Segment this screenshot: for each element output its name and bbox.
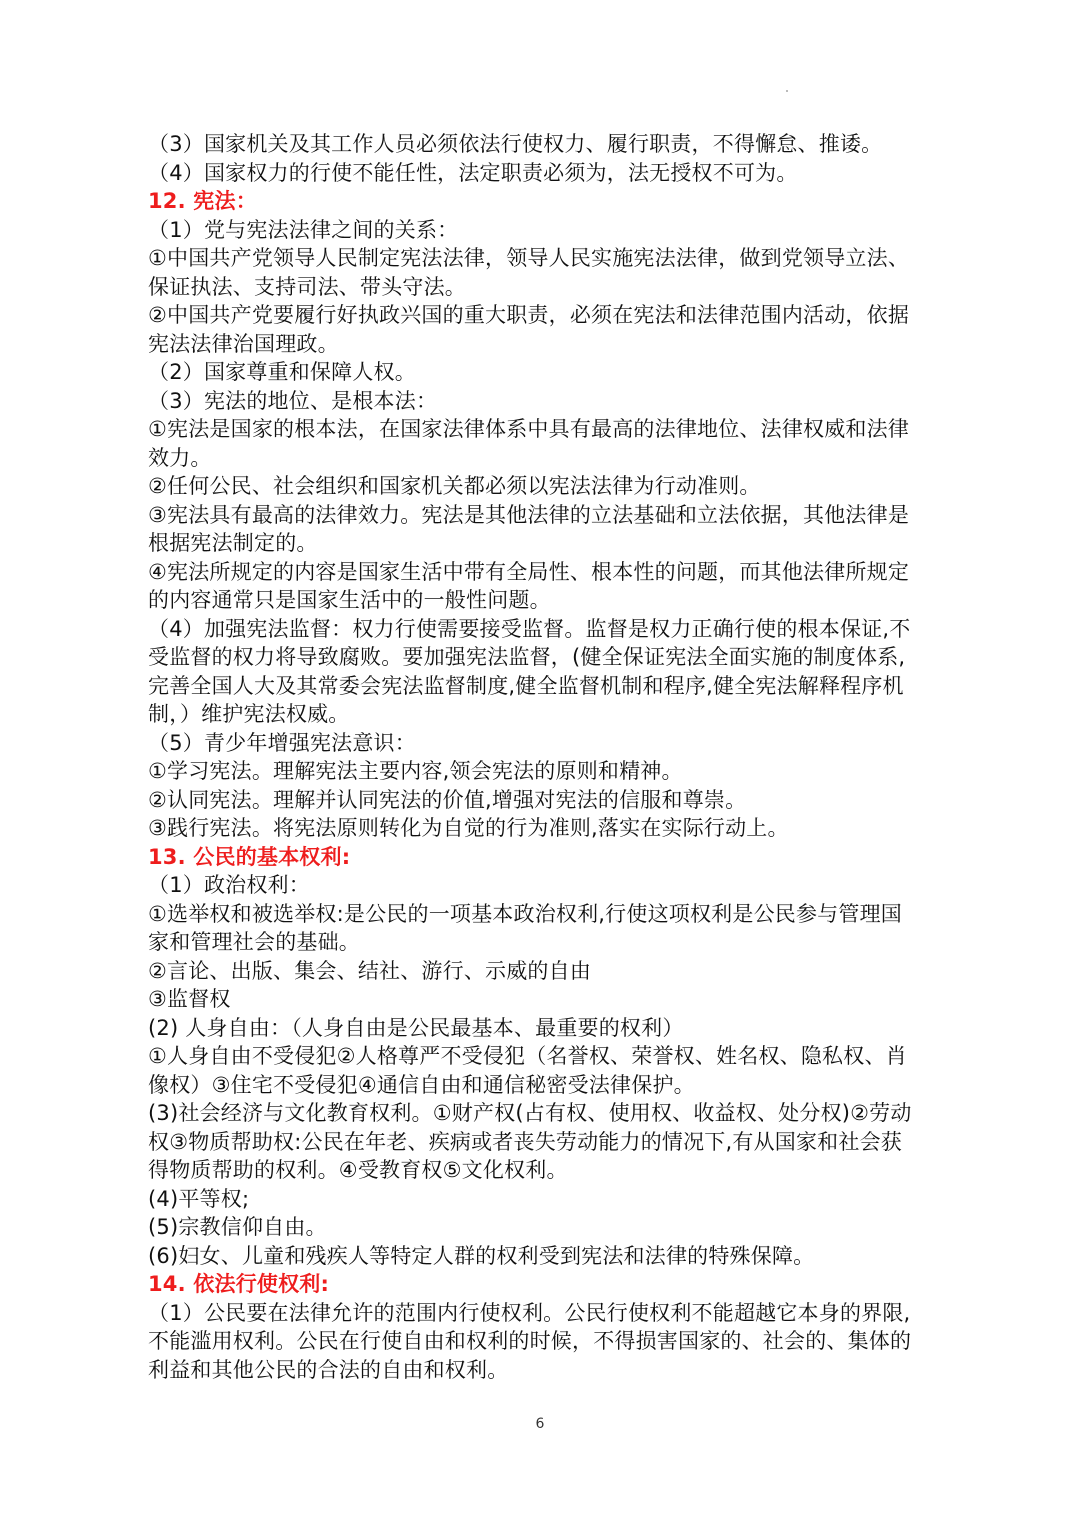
text-line: （1）政治权利：: [148, 873, 310, 897]
text-line: ①中国共产党领导人民制定宪法法律，领导人民实施宪法法律，做到党领导立法、: [148, 246, 910, 270]
text-line: ①选举权和被选举权:是公民的一项基本政治权利,行使这项权利是公民参与管理国: [148, 901, 902, 926]
text-line: 家和管理社会的基础。: [148, 930, 360, 954]
text-line: (4)平等权;: [148, 1186, 250, 1211]
text-line: ③宪法具有最高的法律效力。宪法是其他法律的立法基础和立法依据，其他法律是: [148, 502, 910, 527]
text-line: (5)宗教信仰自由。: [148, 1215, 327, 1239]
text-line: 保证执法、支持司法、带头守法。: [148, 274, 466, 299]
text-line: 的内容通常只是国家生活中的一般性问题。: [148, 588, 551, 612]
text-line: 受监督的权力将导致腐败。要加强宪法监督，(健全保证宪法全面实施的制度体系,: [148, 645, 906, 669]
text-line: (6)妇女、儿童和残疾人等特定人群的权利受到宪法和法律的特殊保障。: [148, 1243, 815, 1268]
text-line: ②中国共产党要履行好执政兴国的重大职责，必须在宪法和法律范围内活动，依据: [148, 303, 910, 327]
text-line: 制，）维护宪法权威。: [148, 702, 350, 726]
text-line: （3）国家机关及其工作人员必须依法行使权力、履行职责，不得懈怠、推诿。: [148, 132, 883, 156]
text-line: (2) 人身自由：（人身自由是公民最基本、最重要的权利）: [148, 1015, 684, 1040]
text-line: （5）青少年增强宪法意识：: [148, 730, 416, 755]
text-line: 完善全国人大及其常委会宪法监督制度,健全监督机制和程序,健全宪法解释程序机: [148, 673, 904, 698]
text-line: 效力。: [148, 445, 212, 470]
text-line: （2）国家尊重和保障人权。: [148, 360, 416, 384]
text-line: 得物质帮助的权利。④受教育权⑤文化权利。: [148, 1158, 568, 1182]
text-line: 不能滥用权利。公民在行使自由和权利的时候，不得损害国家的、社会的、集体的: [148, 1329, 912, 1353]
document-body: [148, 130, 948, 1384]
text-line: ②任何公民、社会组织和国家机关都必须以宪法法律为行动准则。: [148, 474, 761, 498]
text-line: ③践行宪法。将宪法原则转化为自觉的行为准则,落实在实际行动上。: [148, 816, 789, 840]
text-line: ②言论、出版、集会、结社、游行、示威的自由: [148, 958, 592, 983]
page-number: 6: [535, 1416, 545, 1432]
text-line: （3）宪法的地位、是根本法：: [148, 388, 438, 413]
text-line: 权③物质帮助权:公民在年老、疾病或者丧失劳动能力的情况下,有从国家和社会获: [148, 1129, 902, 1154]
section-heading: 14. 依法行使权利:: [148, 1272, 330, 1296]
text-line: （1）党与宪法法律之间的关系：: [148, 217, 459, 242]
text-line: ①人身自由不受侵犯②人格尊严不受侵犯（名誉权、荣誉权、姓名权、隐私权、肖: [148, 1044, 907, 1068]
section-heading: 12. 宪法：: [148, 189, 257, 213]
text-line: ④宪法所规定的内容是国家生活中带有全局性、根本性的问题，而其他法律所规定: [148, 559, 910, 584]
text-line: 根据宪法制定的。: [148, 531, 318, 555]
scan-mark: [786, 90, 788, 92]
section-heading: 13. 公民的基本权利:: [148, 844, 351, 869]
text-line: 像权）③住宅不受侵犯④通信自由和通信秘密受法律保护。: [148, 1072, 695, 1097]
text-line: （4）加强宪法监督：权力行使需要接受监督。监督是权力正确行使的根本保证,不: [148, 616, 911, 641]
text-line: ③监督权: [148, 987, 231, 1011]
text-line: 宪法法律治国理政。: [148, 331, 339, 356]
text-line: (3)社会经济与文化教育权利。①财产权(占有权、使用权、收益权、处分权)②劳动: [148, 1101, 912, 1125]
text-line: （4）国家权力的行使不能任性，法定职责必须为，法无授权不可为。: [148, 160, 798, 185]
text-line: 利益和其他公民的合法的自由和权利。: [148, 1357, 509, 1382]
text-line: ②认同宪法。理解并认同宪法的价值,增强对宪法的信服和尊崇。: [148, 787, 747, 812]
text-line: ①学习宪法。理解宪法主要内容,领会宪法的原则和精神。: [148, 759, 683, 783]
text-line: ①宪法是国家的根本法，在国家法律体系中具有最高的法律地位、法律权威和法律: [148, 417, 910, 441]
text-line: （1）公民要在法律允许的范围内行使权利。公民行使权利不能超越它本身的界限,: [148, 1300, 911, 1325]
